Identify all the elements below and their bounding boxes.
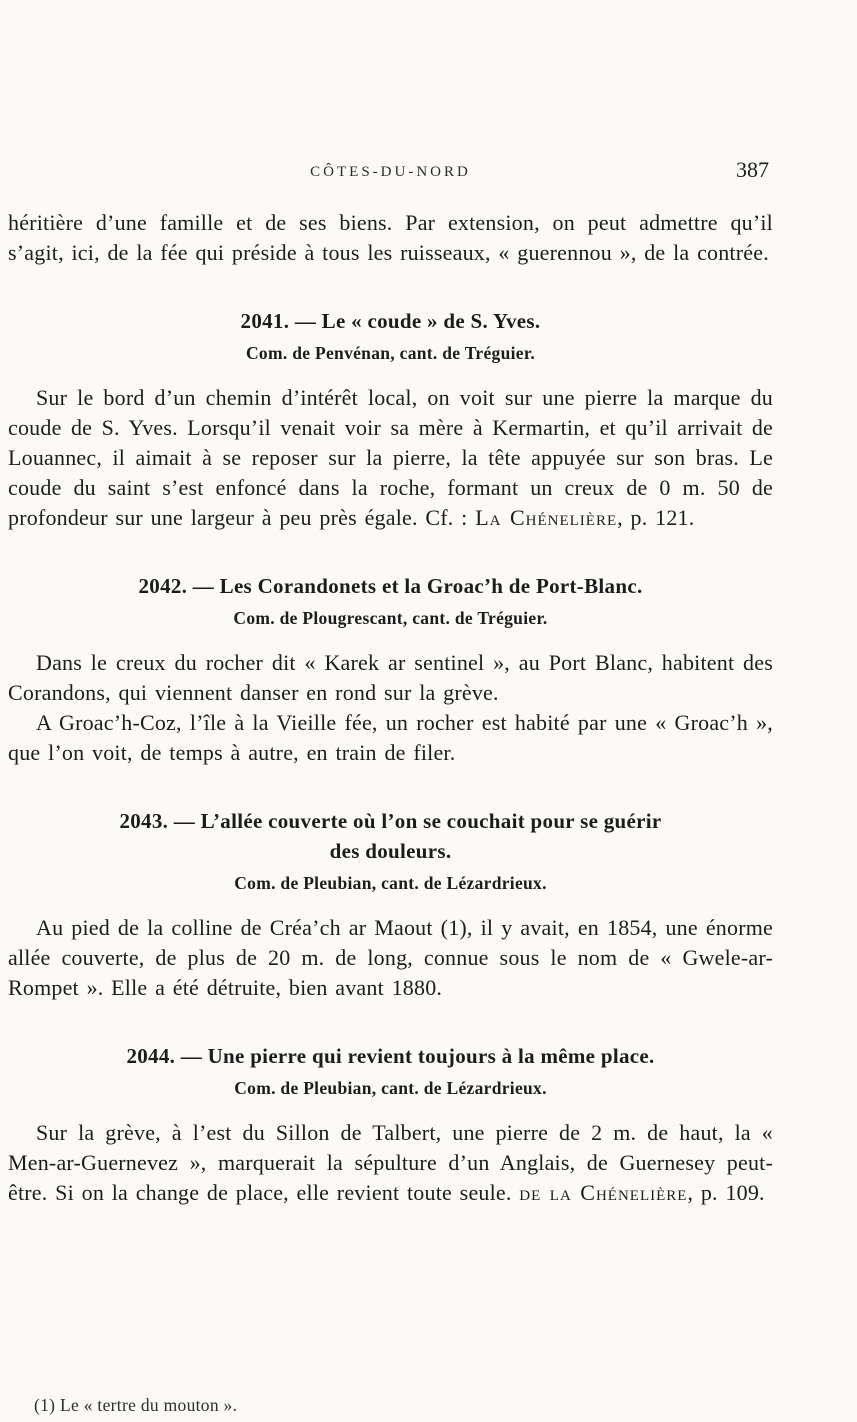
section-title-text: 2044. — Une pierre qui revient toujours à la même place. <box>126 1044 655 1068</box>
section-2041-paragraph <box>8 383 773 533</box>
section-title <box>8 571 773 601</box>
paragraph-text-tail: , p. 109. <box>687 1180 765 1205</box>
section-2043-paragraph <box>8 913 773 1003</box>
section-2042-paragraph-1 <box>8 648 773 708</box>
section-subtitle: Com. de Plougrescant, cant. de Tréguier. <box>233 608 548 628</box>
citation-smallcaps: de la Chénelière <box>519 1180 688 1205</box>
section-title-text: 2041. — Le « coude » de S. Yves. <box>240 309 541 333</box>
paragraph-text: Sur le bord d’un chemin d’intérêt local, on voit sur une pierre la marque du coude de S. Yves. Lorsqu’il venait voir sa mère à Kermartin, et qu’il arrivait de Louannec, il aimait à se reposer sur la pierre, la tête appuyée sur son bras. Le coude du saint s’est enfoncé dans la roche, formant un creux de 0 m. 50 de profondeur sur une largeur à peu près égale. Cf. : <box>8 385 773 530</box>
paragraph-text: Dans le creux du rocher dit « Karek ar sentinel », au Port Blanc, habitent des Corandons, qui viennent danser en rond sur la grève. <box>8 650 773 705</box>
paragraph-text-tail: , p. 121. <box>617 505 695 530</box>
section-title-text: 2043. — L’allée couverte où l’on se couchait pour se guérir <box>119 809 662 833</box>
section-2042-paragraph-2 <box>8 708 773 768</box>
section-2043 <box>8 806 773 1003</box>
section-2044 <box>8 1041 773 1208</box>
page-header <box>8 157 773 186</box>
continuation-paragraph: héritière d’une famille et de ses biens. Par extension, on peut admettre qu’il s’agit, ici, de la fée qui préside à tous les ruisseaux, « guerennou », de la contrée. <box>8 210 773 265</box>
section-title-text: 2042. — Les Corandonets et la Groac’h de Port-Blanc. <box>138 574 643 598</box>
page-number: 387 <box>736 157 769 182</box>
section-title <box>8 1041 773 1071</box>
section-2042 <box>8 571 773 768</box>
section-2041 <box>8 306 773 533</box>
section-subtitle: Com. de Pleubian, cant. de Lézardrieux. <box>234 1078 547 1098</box>
section-title <box>8 306 773 336</box>
section-subtitle: Com. de Penvénan, cant. de Tréguier. <box>245 343 535 363</box>
paragraph-text: Sur la grève, à l’est du Sillon de Talbert, une pierre de 2 m. de haut, la « Men-ar-Guernevez », marquerait la sépulture d’un Anglais, de Guernesey peut-être. Si on la change de place, elle revient toute seule. <box>8 1120 773 1205</box>
running-title: CÔTES-DU-NORD <box>310 164 471 180</box>
paragraph-text: A Groac’h-Coz, l’île à la Vieille fée, un rocher est habité par une « Groac’h », que l’on voit, de temps à autre, en train de filer. <box>8 710 773 765</box>
citation-smallcaps: La Chénelière <box>475 505 618 530</box>
section-subtitle: Com. de Pleubian, cant. de Lézardrieux. <box>234 873 547 893</box>
section-title-line2: des douleurs. <box>329 839 452 863</box>
paragraph-text: Au pied de la colline de Créa’ch ar Maout (1), il y avait, en 1854, une énorme allée couverte, de plus de 20 m. de long, connue sous le nom de « Gwele-ar-Rompet ». Elle a été détruite, bien avant 1880. <box>8 915 773 1000</box>
section-2044-paragraph <box>8 1118 773 1208</box>
footnote: (1) Le « tertre du mouton ». <box>34 1395 238 1415</box>
section-title <box>8 806 773 866</box>
